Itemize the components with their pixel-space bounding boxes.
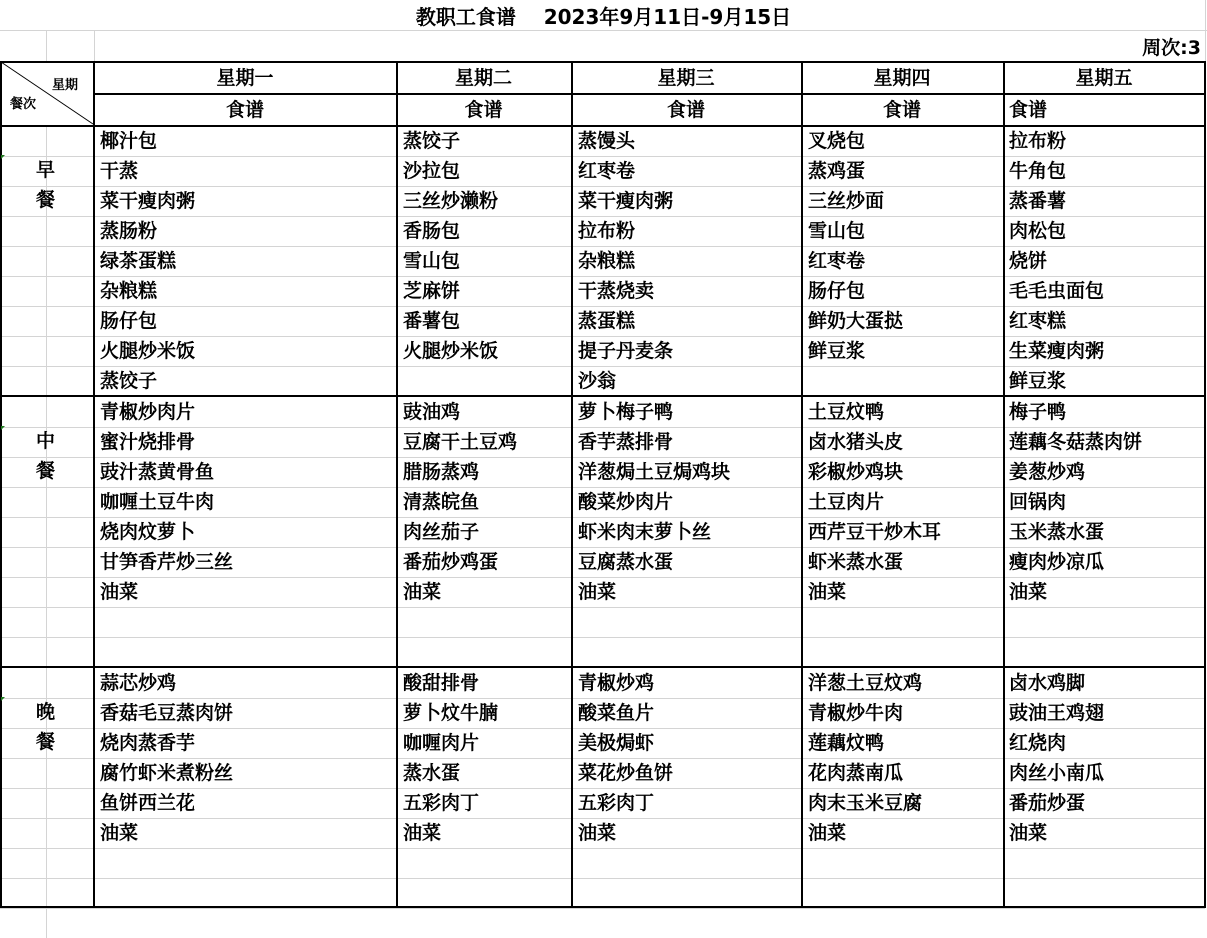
dish-lunch-thu: 土豆炆鸭 bbox=[808, 401, 885, 423]
dish-dinner-fri: 番茄炒蛋 bbox=[1009, 792, 1086, 814]
dish-lunch-tue: 番茄炒鸡蛋 bbox=[403, 551, 499, 573]
dish-breakfast-fri: 烧饼 bbox=[1009, 250, 1048, 272]
dish-lunch-wed: 豆腐蒸水蛋 bbox=[578, 551, 674, 573]
dish-dinner-mon: 油菜 bbox=[100, 822, 139, 844]
dish-breakfast-wed: 菜干瘦肉粥 bbox=[578, 190, 674, 212]
dish-breakfast-tue: 三丝炒濑粉 bbox=[403, 190, 499, 212]
dish-dinner-fri: 卤水鸡脚 bbox=[1009, 672, 1086, 694]
dish-lunch-thu: 油菜 bbox=[808, 581, 847, 603]
dish-dinner-fri: 油菜 bbox=[1009, 822, 1048, 844]
dish-lunch-tue: 油菜 bbox=[403, 581, 442, 603]
dish-dinner-mon: 香菇毛豆蒸肉饼 bbox=[100, 702, 234, 724]
dish-lunch-mon: 烧肉炆萝卜 bbox=[100, 521, 196, 543]
dish-lunch-fri: 姜葱炒鸡 bbox=[1009, 461, 1086, 483]
dish-breakfast-thu: 雪山包 bbox=[808, 220, 866, 242]
day-header-thu: 星期四 bbox=[873, 67, 931, 89]
dish-breakfast-fri: 拉布粉 bbox=[1009, 130, 1067, 152]
recipe-header-fri: 食谱 bbox=[1009, 99, 1048, 121]
dish-dinner-tue: 五彩肉丁 bbox=[403, 792, 480, 814]
dish-breakfast-tue: 蒸饺子 bbox=[403, 130, 461, 152]
dish-dinner-thu: 肉末玉米豆腐 bbox=[808, 792, 923, 814]
dish-dinner-tue: 咖喱肉片 bbox=[403, 732, 480, 754]
dish-dinner-tue: 萝卜炆牛腩 bbox=[403, 702, 499, 724]
dish-lunch-wed: 香芋蒸排骨 bbox=[578, 431, 674, 453]
corner-day-label: 星期 bbox=[52, 78, 79, 93]
dish-breakfast-thu: 蒸鸡蛋 bbox=[808, 160, 866, 182]
recipe-header-thu: 食谱 bbox=[882, 99, 921, 121]
dish-lunch-mon: 甘笋香芹炒三丝 bbox=[100, 551, 234, 573]
dish-lunch-mon: 油菜 bbox=[100, 581, 139, 603]
dish-dinner-mon: 烧肉蒸香芋 bbox=[100, 732, 196, 754]
dish-dinner-thu: 洋葱土豆炆鸡 bbox=[808, 672, 923, 694]
dish-breakfast-thu: 肠仔包 bbox=[808, 280, 866, 302]
dish-dinner-thu: 花肉蒸南瓜 bbox=[808, 762, 904, 784]
dish-breakfast-wed: 杂粮糕 bbox=[578, 250, 636, 272]
dish-lunch-wed: 油菜 bbox=[578, 581, 617, 603]
dish-breakfast-tue: 芝麻饼 bbox=[403, 280, 461, 302]
dish-dinner-wed: 美极焗虾 bbox=[578, 732, 655, 754]
dish-breakfast-fri: 毛毛虫面包 bbox=[1009, 280, 1105, 302]
dish-dinner-wed: 五彩肉丁 bbox=[578, 792, 655, 814]
dish-breakfast-mon: 火腿炒米饭 bbox=[100, 340, 196, 362]
dish-lunch-fri: 莲藕冬菇蒸肉饼 bbox=[1009, 431, 1143, 453]
cell-marker-icon bbox=[1, 155, 5, 159]
meal-label-lunch: 中 餐 bbox=[35, 430, 69, 482]
dish-dinner-wed: 油菜 bbox=[578, 822, 617, 844]
dish-dinner-fri: 红烧肉 bbox=[1009, 732, 1067, 754]
dish-breakfast-fri: 肉松包 bbox=[1009, 220, 1067, 242]
dish-breakfast-mon: 肠仔包 bbox=[100, 310, 158, 332]
day-header-tue: 星期二 bbox=[454, 67, 512, 89]
dish-breakfast-wed: 沙翁 bbox=[578, 370, 617, 392]
dish-breakfast-tue: 沙拉包 bbox=[403, 160, 461, 182]
dish-lunch-thu: 卤水猪头皮 bbox=[808, 431, 904, 453]
dish-dinner-tue: 酸甜排骨 bbox=[403, 672, 480, 694]
dish-lunch-mon: 豉汁蒸黄骨鱼 bbox=[100, 461, 215, 483]
dish-dinner-mon: 腐竹虾米煮粉丝 bbox=[100, 762, 234, 784]
dish-breakfast-thu: 鲜奶大蛋挞 bbox=[808, 310, 904, 332]
dish-dinner-wed: 青椒炒鸡 bbox=[578, 672, 655, 694]
dish-lunch-tue: 清蒸皖鱼 bbox=[403, 491, 480, 513]
corner-diagonal bbox=[0, 61, 94, 125]
dish-breakfast-tue: 雪山包 bbox=[403, 250, 461, 272]
dish-breakfast-fri: 红枣糕 bbox=[1009, 310, 1067, 332]
dish-lunch-thu: 西芹豆干炒木耳 bbox=[808, 521, 942, 543]
dish-breakfast-thu: 红枣卷 bbox=[808, 250, 866, 272]
recipe-header-wed: 食谱 bbox=[666, 99, 705, 121]
dish-breakfast-wed: 干蒸烧卖 bbox=[578, 280, 655, 302]
dish-lunch-tue: 豆腐干土豆鸡 bbox=[403, 431, 518, 453]
day-header-mon: 星期一 bbox=[216, 67, 274, 89]
dish-dinner-fri: 肉丝小南瓜 bbox=[1009, 762, 1105, 784]
dish-breakfast-mon: 蒸肠粉 bbox=[100, 220, 158, 242]
dish-breakfast-fri: 牛角包 bbox=[1009, 160, 1067, 182]
dish-lunch-thu: 虾米蒸水蛋 bbox=[808, 551, 904, 573]
dish-breakfast-mon: 干蒸 bbox=[100, 160, 139, 182]
dish-lunch-mon: 青椒炒肉片 bbox=[100, 401, 196, 423]
corner-meal-label: 餐次 bbox=[10, 97, 37, 112]
dish-breakfast-mon: 椰汁包 bbox=[100, 130, 158, 152]
dish-dinner-mon: 蒜芯炒鸡 bbox=[100, 672, 177, 694]
dish-breakfast-fri: 蒸番薯 bbox=[1009, 190, 1067, 212]
dish-lunch-mon: 蜜汁烧排骨 bbox=[100, 431, 196, 453]
dish-lunch-tue: 肉丝茄子 bbox=[403, 521, 480, 543]
dish-breakfast-thu: 鲜豆浆 bbox=[808, 340, 866, 362]
dish-dinner-tue: 蒸水蛋 bbox=[403, 762, 461, 784]
recipe-header-mon: 食谱 bbox=[225, 99, 264, 121]
dish-lunch-wed: 虾米肉末萝卜丝 bbox=[578, 521, 712, 543]
dish-dinner-thu: 莲藕炆鸭 bbox=[808, 732, 885, 754]
dish-breakfast-fri: 鲜豆浆 bbox=[1009, 370, 1067, 392]
dish-lunch-thu: 土豆肉片 bbox=[808, 491, 885, 513]
dish-lunch-wed: 酸菜炒肉片 bbox=[578, 491, 674, 513]
dish-dinner-thu: 油菜 bbox=[808, 822, 847, 844]
dish-breakfast-wed: 红枣卷 bbox=[578, 160, 636, 182]
dish-breakfast-wed: 提子丹麦条 bbox=[578, 340, 674, 362]
dish-lunch-fri: 瘦肉炒凉瓜 bbox=[1009, 551, 1105, 573]
dish-dinner-fri: 豉油王鸡翅 bbox=[1009, 702, 1105, 724]
day-header-wed: 星期三 bbox=[657, 67, 715, 89]
dish-dinner-wed: 菜花炒鱼饼 bbox=[578, 762, 674, 784]
dish-lunch-fri: 梅子鸭 bbox=[1009, 401, 1067, 423]
cell-marker-icon bbox=[1, 426, 5, 430]
day-header-fri: 星期五 bbox=[1075, 67, 1133, 89]
cell-marker-icon bbox=[1, 697, 5, 701]
dish-breakfast-thu: 叉烧包 bbox=[808, 130, 866, 152]
dish-lunch-tue: 豉油鸡 bbox=[403, 401, 461, 423]
dish-breakfast-mon: 杂粮糕 bbox=[100, 280, 158, 302]
week-number: 周次:3 bbox=[1142, 37, 1201, 59]
dish-breakfast-wed: 蒸馒头 bbox=[578, 130, 636, 152]
dish-dinner-mon: 鱼饼西兰花 bbox=[100, 792, 196, 814]
dish-breakfast-tue: 香肠包 bbox=[403, 220, 461, 242]
dish-breakfast-mon: 蒸饺子 bbox=[100, 370, 158, 392]
dish-breakfast-tue: 番薯包 bbox=[403, 310, 461, 332]
dish-lunch-mon: 咖喱土豆牛肉 bbox=[100, 491, 215, 513]
dish-lunch-wed: 萝卜梅子鸭 bbox=[578, 401, 674, 423]
dish-dinner-wed: 酸菜鱼片 bbox=[578, 702, 655, 724]
meal-label-breakfast: 早 餐 bbox=[35, 159, 69, 211]
dish-lunch-thu: 彩椒炒鸡块 bbox=[808, 461, 904, 483]
dish-breakfast-wed: 蒸蛋糕 bbox=[578, 310, 636, 332]
dish-lunch-wed: 洋葱焗土豆焗鸡块 bbox=[578, 461, 731, 483]
menu-title: 教职工食谱 2023年9月11日-9月15日 bbox=[415, 5, 792, 29]
dish-dinner-thu: 青椒炒牛肉 bbox=[808, 702, 904, 724]
dish-lunch-fri: 回锅肉 bbox=[1009, 491, 1067, 513]
recipe-header-tue: 食谱 bbox=[464, 99, 503, 121]
dish-breakfast-thu: 三丝炒面 bbox=[808, 190, 885, 212]
dish-dinner-tue: 油菜 bbox=[403, 822, 442, 844]
dish-breakfast-tue: 火腿炒米饭 bbox=[403, 340, 499, 362]
dish-lunch-fri: 油菜 bbox=[1009, 581, 1048, 603]
dish-breakfast-wed: 拉布粉 bbox=[578, 220, 636, 242]
dish-lunch-fri: 玉米蒸水蛋 bbox=[1009, 521, 1105, 543]
dish-lunch-tue: 腊肠蒸鸡 bbox=[403, 461, 480, 483]
dish-breakfast-mon: 绿茶蛋糕 bbox=[100, 250, 177, 272]
dish-breakfast-fri: 生菜瘦肉粥 bbox=[1009, 340, 1105, 362]
dish-breakfast-mon: 菜干瘦肉粥 bbox=[100, 190, 196, 212]
meal-label-dinner: 晚 餐 bbox=[35, 701, 69, 753]
